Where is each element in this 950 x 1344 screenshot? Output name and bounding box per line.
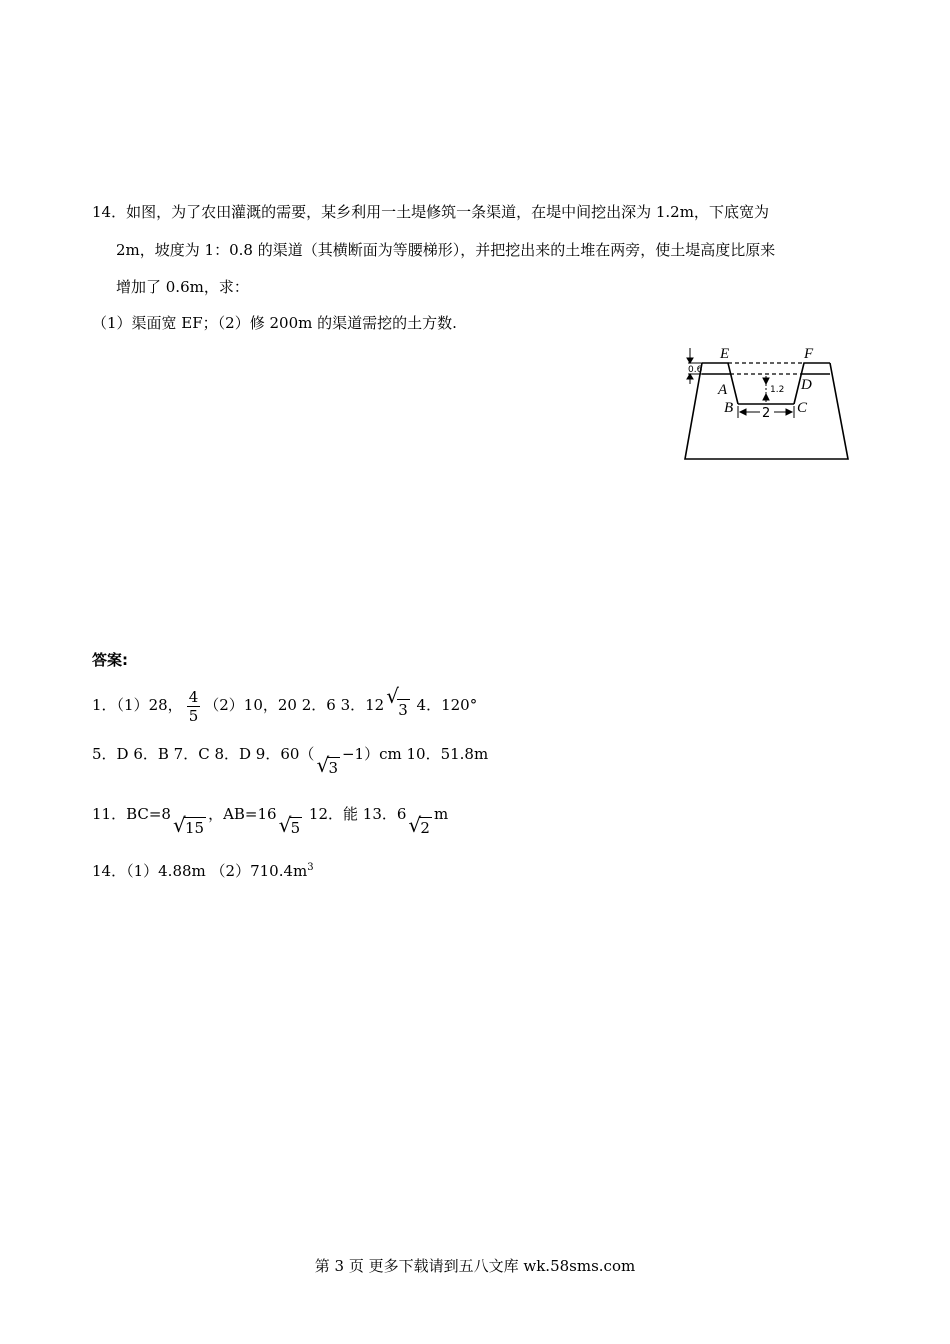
answer-2-part-1: 5．D 6．B 7．C 8．D 9．60（ — [92, 745, 315, 763]
label-1-2: 1.2 — [770, 385, 785, 395]
answers-title: 答案: — [92, 651, 128, 669]
label-2: 2 — [762, 406, 771, 421]
sqrt-5: √ 5 — [278, 813, 301, 837]
answer-3-part-2: ，AB=16 — [208, 805, 277, 823]
answer-3-part-3: 12．能 13．6 — [308, 805, 407, 823]
answer-1-part-3: 4．120° — [416, 696, 478, 714]
answer-line-4 — [92, 861, 314, 881]
fraction-denominator: 5 — [188, 706, 199, 725]
label-b: B — [724, 400, 734, 416]
sqrt-3-b: √ 3 — [316, 753, 338, 777]
fraction-4-5 — [187, 688, 201, 725]
label-0-6: 0.6 — [688, 365, 703, 375]
page-footer: 第 3 页 更多下载请到五八文库 wk.58sms.com — [314, 1257, 636, 1275]
answer-line-2 — [92, 744, 488, 778]
q14-line-3: 增加了 0.6m，求： — [116, 278, 249, 296]
label-d: D — [801, 377, 812, 393]
label-a: A — [718, 382, 728, 398]
q14-line-1: 14．如图，为了农田灌溉的需要，某乡利用一土堤修筑一条渠道，在堤中间挖出深为 1.2m，下底宽为 — [92, 203, 769, 221]
cubic-superscript: 3 — [307, 862, 314, 873]
q14-line-4: （1）渠面宽 EF；（2）修 200m 的渠道需挖的土方数. — [92, 314, 457, 332]
fraction-numerator: 4 — [188, 687, 199, 706]
answer-3-part-4: m — [433, 805, 449, 823]
label-c: C — [797, 400, 808, 416]
answer-3-part-1: 11．BC=8 — [92, 805, 171, 823]
sqrt-2: √ 2 — [408, 813, 430, 837]
sqrt-15: √ 15 — [172, 813, 205, 837]
label-f: F — [804, 346, 814, 362]
label-e: E — [720, 346, 730, 362]
answer-line-3 — [92, 804, 448, 838]
right-bank-top — [794, 363, 830, 404]
canal-cross-section-figure — [680, 340, 860, 465]
answer-2-part-2: −1）cm 10．51.8m — [341, 745, 489, 763]
answer-1-part-1: 1．（1）28， — [92, 696, 183, 714]
sqrt-3: √ 3 — [386, 684, 408, 719]
answer-4-part-1: 14．（1）4.88m （2）710.4m — [92, 862, 308, 880]
q14-line-2: 2m，坡度为 1：0.8 的渠道（其横断面为等腰梯形），并把挖出来的土堆在两旁，使土堤高度比原来 — [116, 241, 776, 259]
answer-1-part-2: （2）10，20 2．6 3．12 — [204, 696, 385, 714]
answer-line-1 — [92, 683, 477, 732]
